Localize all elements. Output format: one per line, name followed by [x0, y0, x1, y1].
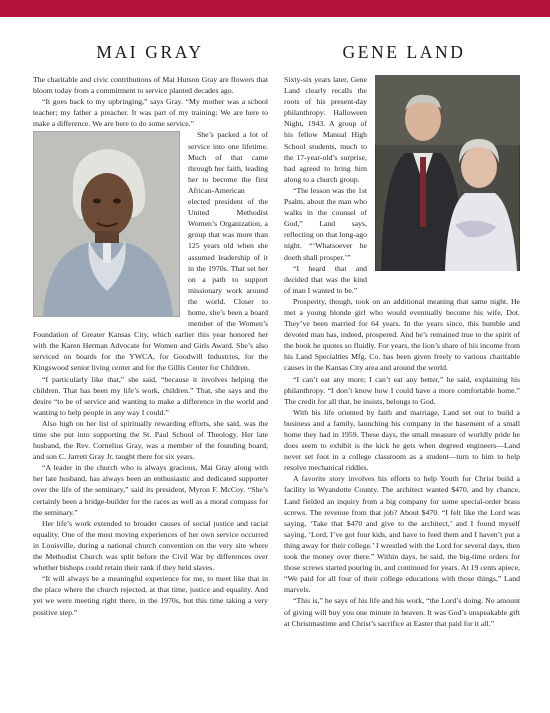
- article-paragraph: “The lesson was the 1st Psalm, about the man who walks in the counsel of God,” Land says, reflecting on that long-ago night. “‘Whatsoever he doeth shall prosper.’”: [284, 185, 367, 262]
- top-color-bar: [0, 0, 550, 17]
- article-paragraph: Her life’s work extended to broader causes of social justice and racial equality. One of the most moving experiences of her own service occurred in Louisville, during a national church convention on the very site where the Methodist Church was split before the Civil War by differences over whether bishops could retain their rank if they held slaves.: [33, 518, 268, 573]
- article-paragraph: Prosperity, though, took on an additional meaning that same night. He met a young blonde girl who would eventually become his wife, Dot. They’ve been married for 64 years. In the years since, this humble and devoted man has, indeed, prospered. And he’s remained true to the spirit of the book he quotes so fluidly. For years, the lion’s share of his income from his Land Specialties Mfg. Co. has been given freely to various charitable causes in the Kansas City area and around the world.: [284, 296, 520, 373]
- gene-land-photo: [375, 75, 520, 271]
- article-paragraph: “This is,” he says of his life and his work, “the Lord’s doing. No amount of giving will buy you one minute in heaven. It was God’s unspeakable gift at Christmastime and Christ’s sacrifice at Easter that paid for it all.”: [284, 596, 520, 628]
- mai-gray-photo: [33, 131, 180, 317]
- article-paragraph: A favorite story involves his efforts to help Youth for Christ build a facility in Wyandotte County. The architect wanted $470, and by chance, Land fielded an inquiry from a big company for some special-order brass screws. The revenue from that job? About $470. “I felt like the Lord was saying, ‘Take that $470 and give to the architect,’ and I found myself saying, ‘Lord, I’ve got four kids, and have to feed them and I haven’t put a thing away for their college.’ I wrestled with the Lord for several days, then took the money over there.” Within days, he said, the big-time orders for those screws started pouring in, and continued for years. At 19 cents apiece, “We paid for all four of their college educations with those things,” Land marvels.: [284, 474, 520, 595]
- article-paragraph: Sixty-six years later, Gene Land clearly recalls the roots of his present-day philanthropy: Halloween Night, 1943. A group of his fellow Manual High School students, much to the 17-year-old’s surprise, had agreed to bring him along to a church group.: [284, 75, 367, 184]
- mai-gray-heading: MAI GRAY: [96, 42, 204, 62]
- article-paragraph: “It will always be a meaningful experience for me, to meet like that in the place where the church rejected, at that time, justice and equality. And yet we were meeting right there, in the 1970s, but this time taking a very positive step.”: [33, 574, 268, 617]
- article-paragraph: With his life oriented by faith and marriage, Land set out to build a business and a family, launching his company in the basement of a small home they had in 1959. These days, the small measure of worldly pride he does seem to exhibit is the kick he gets when degreed engineers—Land never set foot in a college classroom as a student—turn to him to help resolve mechanical riddles.: [284, 407, 520, 473]
- article-paragraph: “I can’t eat any more; I can’t eat any better,” he said, explaining his philanthropy. “I don’t know how I could have a more comfortable home.” The credit for all that, he insists, belongs to God.: [284, 374, 520, 406]
- gene-land-heading: GENE LAND: [342, 42, 466, 62]
- article-paragraph: “A leader in the church who is always gracious, Mai Gray along with her late husband, has always been an enthusiastic and dedicated supporter over the life of the seminary,” said its president, Myron F. McCoy. “She’s certainly been a bridge-builder for the races as well as a moral compass for the seminary.”: [33, 463, 268, 517]
- article-paragraph: “I particularly like that,” she said, “because it involves helping the children. That has been my life’s work, children.” That, she says and the desire “to be of service and wanting to make a difference in the world and wanting to help people in any way I could.”: [33, 374, 268, 417]
- article-paragraph: She’s packed a lot of service into one lifetime. Much of that came through her faith, leading her to become the first African-American elected president of the United Methodist Women’s Organization, a group that was more than 125 years old when she assumed leadership of it in the 1970s. That set her on a path to support missionary work around the world. Closer to home, she’s been a board member of the Women’s Foundation of Greater Kansas City, which earlier this year honored her with the Karen Herman Advocate for Women and Girls Award. She’s also serviced on boards for the YWCA, for Goodwill Industries, for the Kingswood senior living center and for the Gillis Center for Children.: [33, 130, 268, 373]
- gene-land-article: [284, 74, 520, 629]
- gene-land-couple-image: [375, 75, 520, 271]
- mai-gray-portrait-image: [33, 131, 180, 317]
- mai-gray-article: [33, 74, 268, 618]
- article-paragraph: Also high on her list of spiritually rewarding efforts, she said, was the time she put into supporting the St. Paul School of Theology. Her late husband, the Rev. Cornelius Gray, was a member of the founding board, and son C. Jarrett Gray Jr. taught there for six years.: [33, 418, 268, 462]
- article-paragraph: The charitable and civic contributions of Mai Hutson Gray are flowers that bloom today from a commitment to service planted decades ago.: [33, 75, 268, 96]
- article-paragraph: “I heard that and decided that was the kind of man I wanted to be.”: [284, 263, 367, 295]
- article-paragraph: “It goes back to my upbringing,” says Gray. “My mother was a school teacher; my father a preacher. It was part of my training: We are here to make a difference. We are here to do some service.”: [33, 97, 268, 129]
